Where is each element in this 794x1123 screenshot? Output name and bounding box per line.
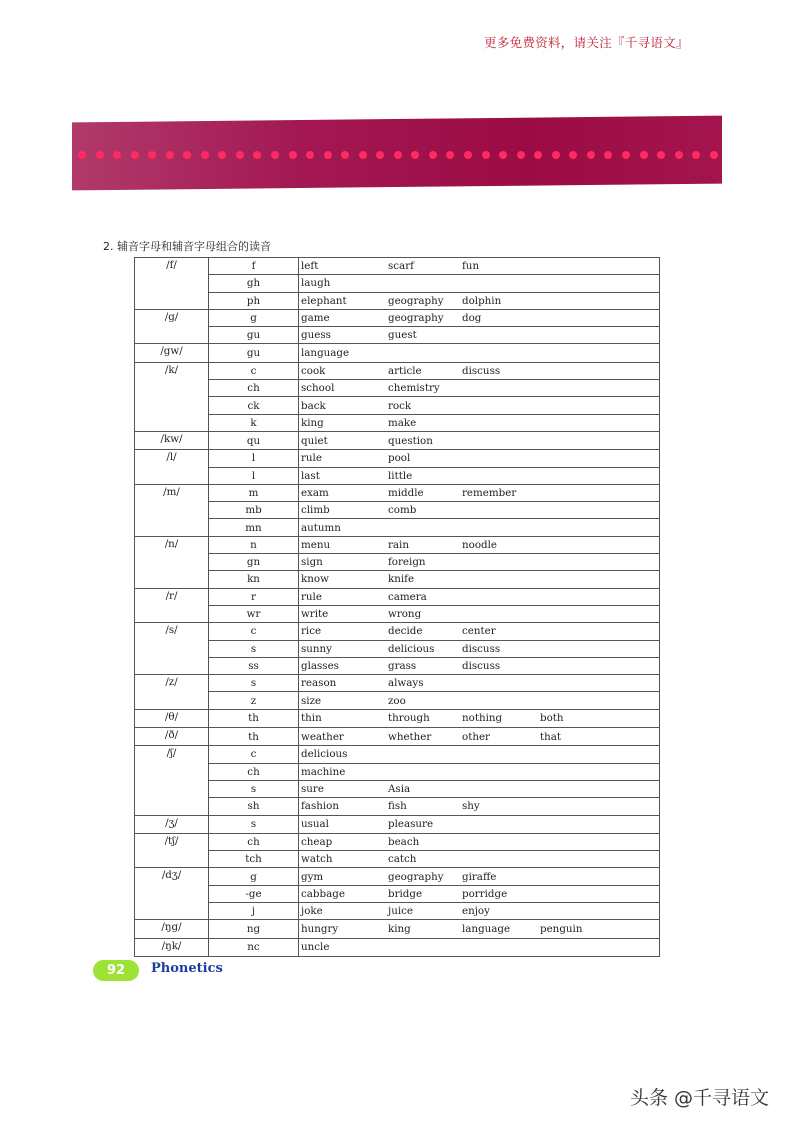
example-word: guess: [301, 329, 331, 342]
example-word: guest: [388, 329, 417, 342]
table-row: [135, 327, 660, 344]
example-word: fun: [462, 260, 480, 273]
example-word: laugh: [301, 277, 331, 290]
banner-dot: [569, 151, 577, 159]
banner-dot: [604, 151, 612, 159]
example-words: [299, 763, 660, 780]
banner-dot: [324, 151, 332, 159]
example-words: [299, 484, 660, 501]
table-row: [135, 536, 660, 553]
example-word: uncle: [301, 941, 330, 954]
example-words: [299, 467, 660, 484]
example-word: scarf: [388, 260, 414, 273]
phonetic-symbol: /g/: [135, 309, 209, 344]
example-word: article: [388, 364, 422, 377]
example-word: shy: [462, 800, 480, 813]
example-word: little: [388, 469, 413, 482]
example-word: chemistry: [388, 382, 440, 395]
table-row: [135, 605, 660, 622]
example-word: nothing: [462, 712, 503, 725]
example-words: [299, 657, 660, 674]
example-word: middle: [388, 487, 424, 499]
letter-combination: nc: [209, 938, 299, 956]
banner-dot: [148, 151, 156, 159]
phonetic-symbol: /m/: [135, 484, 209, 536]
letter-combination: g: [209, 309, 299, 326]
example-word: sign: [301, 556, 323, 569]
phonetic-symbol: /ʃ/: [135, 746, 209, 815]
example-word: thin: [301, 712, 322, 725]
example-word: last: [301, 469, 320, 482]
letter-combination: f: [209, 258, 299, 275]
example-word: weather: [301, 730, 344, 743]
example-word: cabbage: [301, 887, 345, 900]
example-word: rock: [388, 399, 412, 412]
table-row: [135, 571, 660, 588]
banner-dot: [394, 151, 402, 159]
example-word: foreign: [388, 556, 426, 569]
example-word: rule: [301, 452, 322, 465]
table-row: [135, 780, 660, 797]
letter-combination: ch: [209, 763, 299, 780]
example-word: watch: [301, 853, 333, 866]
banner-dot: [253, 151, 261, 159]
banner-dot: [271, 151, 279, 159]
example-word: autumn: [301, 521, 341, 534]
example-words: [299, 450, 660, 467]
banner-dot: [359, 151, 367, 159]
letter-combination: tch: [209, 851, 299, 868]
example-word: remember: [462, 487, 517, 499]
example-words: [299, 519, 660, 536]
example-word: wrong: [388, 608, 422, 621]
example-word: question: [388, 434, 433, 447]
phonetic-symbol: /l/: [135, 450, 209, 485]
example-words: [299, 885, 660, 902]
banner-dot: [78, 151, 86, 159]
example-word: usual: [301, 818, 329, 831]
example-words: [299, 851, 660, 868]
letter-combination: mn: [209, 519, 299, 536]
example-word: catch: [388, 853, 417, 866]
banner-dot: [587, 151, 595, 159]
banner-dot: [166, 151, 174, 159]
letter-combination: th: [209, 709, 299, 727]
phonetic-symbol: /ŋg/: [135, 920, 209, 938]
example-words: [299, 798, 660, 815]
example-words: [299, 380, 660, 397]
example-words: [299, 746, 660, 763]
example-words: [299, 414, 660, 431]
example-words: [299, 640, 660, 657]
phonetic-symbol: /n/: [135, 536, 209, 588]
table-row: [135, 519, 660, 536]
example-words: [299, 780, 660, 797]
example-word: climb: [301, 504, 330, 517]
example-word: juice: [388, 905, 413, 918]
phonetics-table: [134, 257, 660, 957]
letter-combination: wr: [209, 605, 299, 622]
banner-dot: [692, 151, 700, 159]
letter-combination: ss: [209, 657, 299, 674]
example-word: size: [301, 694, 322, 707]
example-word: through: [388, 712, 430, 725]
banner-dot: [622, 151, 630, 159]
banner-dot: [306, 151, 314, 159]
example-word: porridge: [462, 887, 508, 900]
example-words: [299, 502, 660, 519]
letter-combination: g: [209, 868, 299, 885]
example-word: king: [388, 922, 411, 935]
example-word: school: [301, 382, 335, 395]
letter-combination: mb: [209, 502, 299, 519]
example-word: discuss: [462, 364, 501, 377]
table-row: [135, 657, 660, 674]
example-words: [299, 588, 660, 605]
banner-dot: [218, 151, 226, 159]
phonetic-symbol: /z/: [135, 675, 209, 710]
table-row: [135, 588, 660, 605]
letter-combination: l: [209, 467, 299, 484]
table-row: [135, 431, 660, 449]
example-word: dolphin: [462, 294, 502, 307]
example-words: [299, 675, 660, 692]
footer-title: Phonetics: [151, 961, 223, 976]
phonetic-symbol: /ʒ/: [135, 815, 209, 833]
example-word: bridge: [388, 887, 423, 900]
table-row: [135, 467, 660, 484]
banner-dot: [534, 151, 542, 159]
example-words: [299, 571, 660, 588]
example-word: reason: [301, 677, 337, 690]
table-row: [135, 902, 660, 919]
letter-combination: kn: [209, 571, 299, 588]
table-row: [135, 484, 660, 501]
example-word: back: [301, 399, 326, 412]
letter-combination: c: [209, 746, 299, 763]
table-row: [135, 623, 660, 640]
example-word: gym: [301, 870, 324, 883]
banner-dot: [429, 151, 437, 159]
table-row: [135, 292, 660, 309]
letter-combination: n: [209, 536, 299, 553]
example-word: giraffe: [462, 870, 497, 883]
letter-combination: m: [209, 484, 299, 501]
letter-combination: gu: [209, 327, 299, 344]
example-word: hungry: [301, 922, 339, 935]
table-row: [135, 640, 660, 657]
example-word: rice: [301, 625, 322, 638]
letter-combination: gh: [209, 275, 299, 292]
example-word: zoo: [388, 694, 406, 707]
example-word: king: [301, 416, 324, 429]
example-word: whether: [388, 730, 432, 743]
example-word: dog: [462, 312, 482, 325]
example-words: [299, 554, 660, 571]
example-word: camera: [388, 590, 427, 603]
example-word: make: [388, 416, 417, 429]
example-word: both: [540, 712, 564, 725]
letter-combination: z: [209, 692, 299, 709]
table-row: [135, 275, 660, 292]
example-words: [299, 709, 660, 727]
phonetic-symbol: /ð/: [135, 728, 209, 746]
letter-combination: r: [209, 588, 299, 605]
letter-combination: ch: [209, 380, 299, 397]
phonetic-symbol: /ŋk/: [135, 938, 209, 956]
letter-combination: l: [209, 450, 299, 467]
phonetic-symbol: /s/: [135, 623, 209, 675]
letter-combination: c: [209, 623, 299, 640]
example-word: knife: [388, 573, 415, 586]
banner-dot: [96, 151, 104, 159]
banner-dot: [517, 151, 525, 159]
example-words: [299, 344, 660, 362]
banner-dot: [710, 151, 718, 159]
example-words: [299, 920, 660, 938]
example-words: [299, 868, 660, 885]
letter-combination: th: [209, 728, 299, 746]
header-note: 更多免费资料，请关注『千寻语文』: [484, 35, 689, 50]
letter-combination: s: [209, 815, 299, 833]
table-row: [135, 815, 660, 833]
example-word: exam: [301, 487, 329, 499]
letter-combination: gu: [209, 344, 299, 362]
example-word: delicious: [388, 642, 435, 655]
watermark: 头条 @千寻语文: [630, 1087, 770, 1109]
example-words: [299, 833, 660, 850]
example-words: [299, 362, 660, 379]
example-word: fashion: [301, 800, 339, 813]
example-words: [299, 327, 660, 344]
example-word: know: [301, 573, 329, 586]
letter-combination: -ge: [209, 885, 299, 902]
example-word: language: [301, 347, 350, 360]
example-word: decide: [388, 625, 423, 638]
example-word: geography: [388, 294, 444, 307]
table-row: [135, 885, 660, 902]
example-word: sunny: [301, 642, 332, 655]
example-word: grass: [388, 659, 417, 672]
example-word: other: [462, 730, 490, 743]
example-words: [299, 605, 660, 622]
letter-combination: ck: [209, 397, 299, 414]
banner-dot: [131, 151, 139, 159]
example-word: language: [462, 922, 511, 935]
table-row: [135, 450, 660, 467]
example-word: joke: [301, 905, 323, 918]
example-word: that: [540, 730, 562, 743]
example-word: sure: [301, 783, 324, 796]
table-row: [135, 920, 660, 938]
letter-combination: ph: [209, 292, 299, 309]
banner-dot: [341, 151, 349, 159]
table-row: [135, 362, 660, 379]
phonetic-symbol: /tʃ/: [135, 833, 209, 868]
example-word: Asia: [388, 783, 411, 796]
example-word: discuss: [462, 642, 501, 655]
example-word: cook: [301, 364, 326, 377]
letter-combination: j: [209, 902, 299, 919]
banner-dot: [464, 151, 472, 159]
example-words: [299, 692, 660, 709]
example-word: pleasure: [388, 818, 434, 831]
example-word: game: [301, 312, 330, 325]
table-row: [135, 728, 660, 746]
example-word: elephant: [301, 294, 347, 307]
table-row: [135, 938, 660, 956]
example-word: noodle: [462, 538, 498, 551]
example-words: [299, 815, 660, 833]
example-word: geography: [388, 312, 444, 325]
example-word: rain: [388, 538, 409, 551]
letter-combination: s: [209, 780, 299, 797]
table-row: [135, 868, 660, 885]
example-word: comb: [388, 504, 417, 517]
table-row: [135, 309, 660, 326]
example-word: left: [301, 260, 319, 273]
phonetic-symbol: /dʒ/: [135, 868, 209, 920]
table-row: [135, 833, 660, 850]
banner-dot: [482, 151, 490, 159]
example-words: [299, 258, 660, 275]
example-word: beach: [388, 835, 420, 848]
letter-combination: qu: [209, 431, 299, 449]
example-word: fish: [388, 800, 407, 813]
table-row: [135, 798, 660, 815]
example-words: [299, 397, 660, 414]
section-title: 2. 辅音字母和辅音字母组合的读音: [103, 240, 271, 253]
example-word: discuss: [462, 659, 501, 672]
banner-dot: [640, 151, 648, 159]
table-row: [135, 746, 660, 763]
phonetic-symbol: /gw/: [135, 344, 209, 362]
letter-combination: ch: [209, 833, 299, 850]
table-row: [135, 258, 660, 275]
letter-combination: sh: [209, 798, 299, 815]
example-word: geography: [388, 870, 444, 883]
example-word: pool: [388, 452, 411, 465]
example-word: quiet: [301, 434, 328, 447]
example-word: glasses: [301, 659, 339, 672]
example-words: [299, 902, 660, 919]
banner-dot: [446, 151, 454, 159]
banner-dot: [411, 151, 419, 159]
phonetic-symbol: /k/: [135, 362, 209, 431]
example-words: [299, 275, 660, 292]
example-words: [299, 292, 660, 309]
banner-dot: [499, 151, 507, 159]
table-row: [135, 414, 660, 431]
table-row: [135, 763, 660, 780]
banner-dots: [78, 150, 718, 160]
example-words: [299, 536, 660, 553]
example-word: cheap: [301, 835, 333, 848]
example-word: machine: [301, 765, 346, 778]
example-word: enjoy: [462, 905, 490, 918]
table-row: [135, 397, 660, 414]
banner-dot: [183, 151, 191, 159]
letter-combination: c: [209, 362, 299, 379]
example-word: write: [301, 608, 329, 621]
banner-dot: [376, 151, 384, 159]
table-row: [135, 344, 660, 362]
banner-dot: [675, 151, 683, 159]
example-words: [299, 623, 660, 640]
table-row: [135, 675, 660, 692]
banner-dot: [201, 151, 209, 159]
example-word: always: [388, 677, 424, 690]
table-row: [135, 502, 660, 519]
table-row: [135, 709, 660, 727]
phonetic-symbol: /r/: [135, 588, 209, 623]
banner-dot: [289, 151, 297, 159]
example-words: [299, 431, 660, 449]
phonetic-symbol: /f/: [135, 258, 209, 310]
banner-dot: [113, 151, 121, 159]
table-row: [135, 851, 660, 868]
example-words: [299, 938, 660, 956]
letter-combination: ng: [209, 920, 299, 938]
phonetic-symbol: /kw/: [135, 431, 209, 449]
page-number-badge: 92: [93, 960, 139, 981]
banner-dot: [552, 151, 560, 159]
example-word: menu: [301, 538, 331, 551]
table-row: [135, 692, 660, 709]
letter-combination: gn: [209, 554, 299, 571]
example-word: penguin: [540, 922, 583, 935]
letter-combination: s: [209, 640, 299, 657]
example-word: rule: [301, 590, 322, 603]
table-row: [135, 380, 660, 397]
example-words: [299, 728, 660, 746]
phonetic-symbol: /θ/: [135, 709, 209, 727]
banner-dot: [236, 151, 244, 159]
letter-combination: s: [209, 675, 299, 692]
example-words: [299, 309, 660, 326]
example-word: delicious: [301, 748, 348, 761]
letter-combination: k: [209, 414, 299, 431]
example-word: center: [462, 625, 496, 638]
banner-dot: [657, 151, 665, 159]
table-row: [135, 554, 660, 571]
